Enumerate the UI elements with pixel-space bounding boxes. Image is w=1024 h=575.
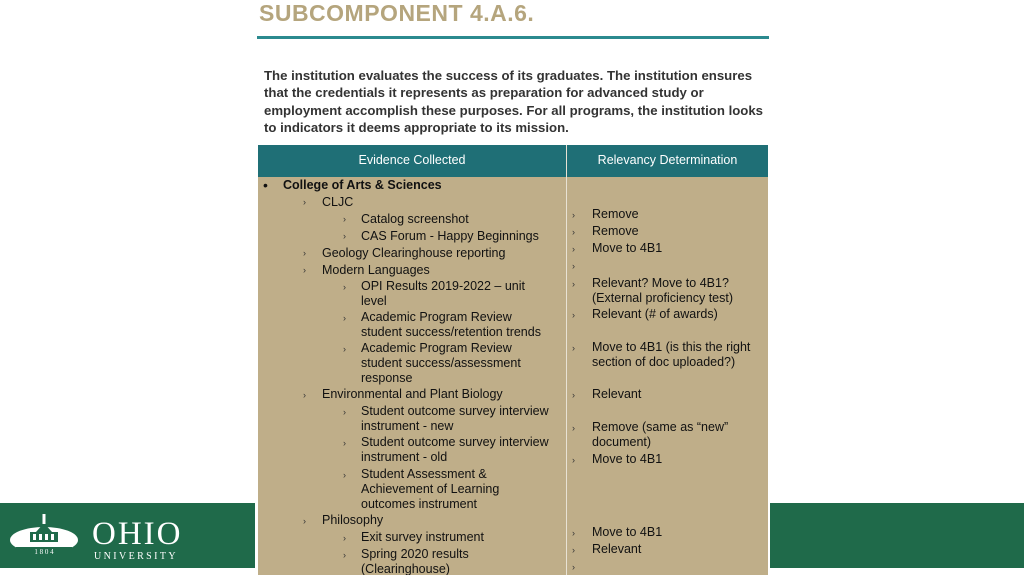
bullet: › [572,310,575,320]
item-saa-line2: Achievement of Learning [361,482,500,496]
item-sos-old-line1: Student outcome survey interview [361,435,549,449]
ohio-university-logo [8,512,228,564]
relevancy-move: Move to 4B1 [592,525,663,539]
bullet: › [343,550,346,560]
bullet: › [343,231,346,241]
relevancy-awards: Relevant (# of awards) [592,307,718,321]
relevancy-apr2-line2: section of doc uploaded?) [592,355,736,369]
relevancy-remove-new-line1: Remove (same as “new” [592,420,729,434]
bullet: › [572,390,575,400]
relevancy-relevant: Relevant [592,542,642,556]
bullet: › [343,438,346,448]
table-header [258,145,768,177]
bullet: › [343,407,346,417]
bullet: › [572,528,575,538]
bullet: › [343,282,346,292]
relevancy-remove: Remove [592,207,639,221]
bullet: › [572,545,575,555]
relevancy-remove: Remove [592,224,639,238]
bullet: › [303,248,306,258]
item-apr2-line1: Academic Program Review [361,341,512,355]
bullet: › [572,562,575,572]
logo-university-text: UNIVERSITY [94,551,178,562]
bullet: › [572,244,575,254]
item-opi-line2: level [361,294,387,308]
logo-ohio-text: OHIO [92,516,183,552]
item-env-plant-biology: Environmental and Plant Biology [322,387,503,401]
bullet: › [343,313,346,323]
header-evidence-collected: Evidence Collected [358,153,466,167]
item-spring-line1: Spring 2020 results [361,547,469,561]
item-apr1-line2: student success/retention trends [361,325,541,339]
relevancy-relevant: Relevant [592,387,642,401]
slide-title: SUBCOMPONENT 4.A.6. [259,0,535,26]
bullet: • [263,177,268,193]
title-rule [257,36,769,39]
item-cas-forum: CAS Forum - Happy Beginnings [361,229,539,243]
item-spring-line2: (Clearinghouse) [361,562,450,575]
intro-line: that the credentials it represents as preparation for advanced study or [264,85,704,101]
relevancy-remove-new-line2: document) [592,435,652,449]
bullet: › [572,455,575,465]
logo-year: 1 8 0 4 [34,548,54,556]
bullet: › [343,344,346,354]
relevancy-apr2-line1: Move to 4B1 (is this the right [592,340,751,354]
intro-paragraph [264,67,764,136]
bullet: › [303,516,306,526]
relevancy-move: Move to 4B1 [592,241,663,255]
relevancy-opi-line1: Relevant? Move to 4B1? [592,276,729,290]
intro-line: to indicators it deems appropriate to its mission. [264,119,569,135]
column-divider [566,145,567,575]
item-geology: Geology Clearinghouse reporting [322,246,506,260]
item-sos-new-line1: Student outcome survey interview [361,404,549,418]
relevancy-opi-line2: (External proficiency test) [592,291,734,305]
item-modern-languages: Modern Languages [322,263,430,277]
item-philosophy: Philosophy [322,513,384,527]
bullet: › [303,197,306,207]
bullet: › [572,210,575,220]
bullet: › [303,390,306,400]
bullet: › [343,533,346,543]
item-exit-survey: Exit survey instrument [361,530,484,544]
intro-line: employment accomplish these purposes. For all programs, the institution looks [264,102,764,118]
bullet: › [572,227,575,237]
bullet: › [572,279,575,289]
bullet: › [303,265,306,275]
item-cljc: CLJC [322,195,354,209]
item-apr2-line3: response [361,371,413,385]
item-apr2-line2: student success/assessment [361,356,521,370]
college-arts-sciences: College of Arts & Sciences [283,178,442,192]
bullet: › [572,261,575,271]
item-saa-line1: Student Assessment & [361,467,487,481]
item-opi-line1: OPI Results 2019-2022 – unit [361,279,525,293]
bullet: › [343,214,346,224]
header-relevancy-determination: Relevancy Determination [597,153,738,167]
bullet: › [343,470,346,480]
bullet: › [572,423,575,433]
item-sos-new-line2: instrument - new [361,419,454,433]
evidence-table [258,145,768,575]
item-catalog-screenshot: Catalog screenshot [361,212,469,226]
relevancy-move: Move to 4B1 [592,452,663,466]
bullet: › [572,343,575,353]
item-saa-line3: outcomes instrument [361,497,478,511]
intro-line: The institution evaluates the success of its graduates. The institution ensures [264,68,753,83]
cupola-seal-icon [8,512,86,560]
item-apr1-line1: Academic Program Review [361,310,512,324]
item-sos-old-line2: instrument - old [361,450,448,464]
slide [255,0,770,575]
